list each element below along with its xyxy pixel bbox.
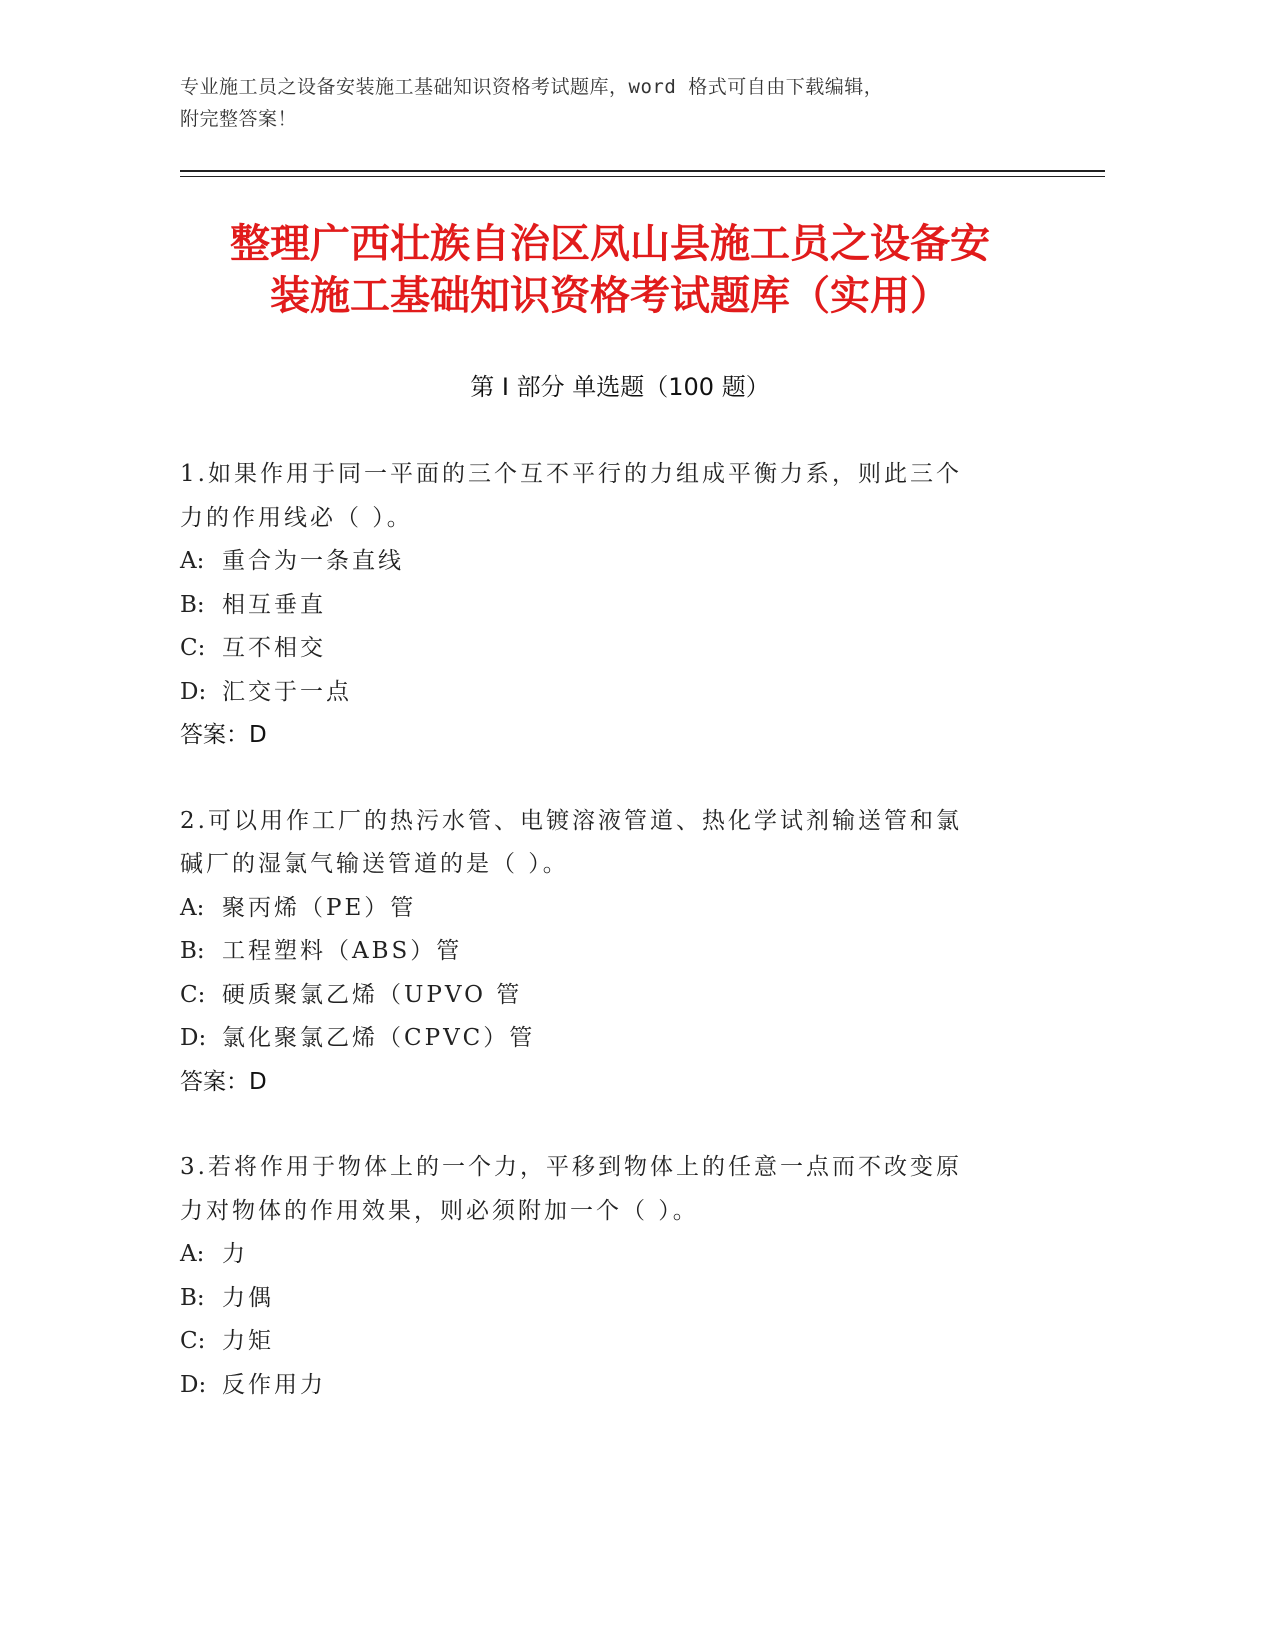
question-text: 3.若将作用于物体上的一个力，平移到物体上的任意一点而不改变原: [180, 1154, 962, 1180]
intro-line: 附完整答案！: [180, 108, 298, 130]
option-key: D:: [180, 678, 207, 705]
option-text: 氯化聚氯乙烯（CPVC）管: [222, 1025, 536, 1051]
option-key: C:: [180, 1328, 206, 1354]
option-text: 汇交于一点: [222, 678, 352, 705]
option-text: 反作用力: [222, 1371, 326, 1398]
option-key: C:: [180, 635, 206, 661]
question-item: [180, 1146, 1040, 1407]
title-line: 整理广西壮族自治区凤山县施工员之设备安: [230, 221, 990, 267]
option-b: [180, 584, 1040, 628]
option-key: D:: [180, 1025, 207, 1051]
question-item: [180, 453, 1040, 758]
option-c: [180, 627, 1040, 671]
question-text: 力对物体的作用效果，则必须附加一个（ ）。: [180, 1197, 699, 1224]
option-key: A:: [180, 894, 205, 921]
question-text: 碱厂的湿氯气输送管道的是（ ）。: [180, 851, 569, 877]
option-text: 力矩: [222, 1328, 274, 1354]
document-title: [170, 218, 1050, 322]
question-text: 力的作用线必（ ）。: [180, 504, 413, 531]
option-text: 相互垂直: [222, 591, 326, 618]
question-item: [180, 800, 1040, 1105]
option-d: [180, 1364, 1040, 1408]
option-d: [180, 671, 1040, 715]
option-key: C:: [180, 981, 206, 1008]
header-divider-thick: [180, 170, 1105, 172]
answer-label: 答案：D: [180, 1068, 267, 1095]
header-divider-thin: [180, 176, 1105, 177]
option-key: B:: [180, 591, 205, 618]
option-text: 工程塑料（ABS）管: [222, 938, 463, 964]
option-text: 力偶: [222, 1284, 274, 1311]
option-text: 互不相交: [222, 635, 326, 661]
intro-text: [180, 71, 1040, 135]
section-heading: 第 I 部分 单选题（100 题）: [470, 373, 770, 401]
option-text: 重合为一条直线: [222, 548, 404, 574]
question-text: 2.可以用作工厂的热污水管、电镀溶液管道、热化学试剂输送管和氯: [180, 807, 962, 834]
option-key: A:: [180, 1241, 205, 1267]
answer-label: 答案：D: [180, 722, 267, 748]
option-text: 聚丙烯（PE）管: [222, 894, 417, 921]
option-a: [180, 1233, 1040, 1277]
option-key: B:: [180, 1284, 205, 1311]
intro-line: 专业施工员之设备安装施工基础知识资格考试题库，word 格式可自由下载编辑，: [180, 76, 884, 98]
option-key: D:: [180, 1371, 207, 1398]
option-a: [180, 887, 1040, 931]
option-c: [180, 974, 1040, 1018]
option-b: [180, 930, 1040, 974]
option-d: [180, 1017, 1040, 1061]
option-b: [180, 1277, 1040, 1321]
question-text: 1.如果作用于同一平面的三个互不平行的力组成平衡力系，则此三个: [180, 461, 962, 487]
option-c: [180, 1320, 1040, 1364]
question-list: [180, 453, 1040, 1449]
option-key: A:: [180, 548, 205, 574]
title-line: 装施工基础知识资格考试题库（实用）: [270, 273, 950, 319]
option-key: B:: [180, 938, 205, 964]
option-a: [180, 540, 1040, 584]
option-text: 硬质聚氯乙烯（UPVO 管: [222, 981, 523, 1008]
option-text: 力: [222, 1241, 248, 1267]
